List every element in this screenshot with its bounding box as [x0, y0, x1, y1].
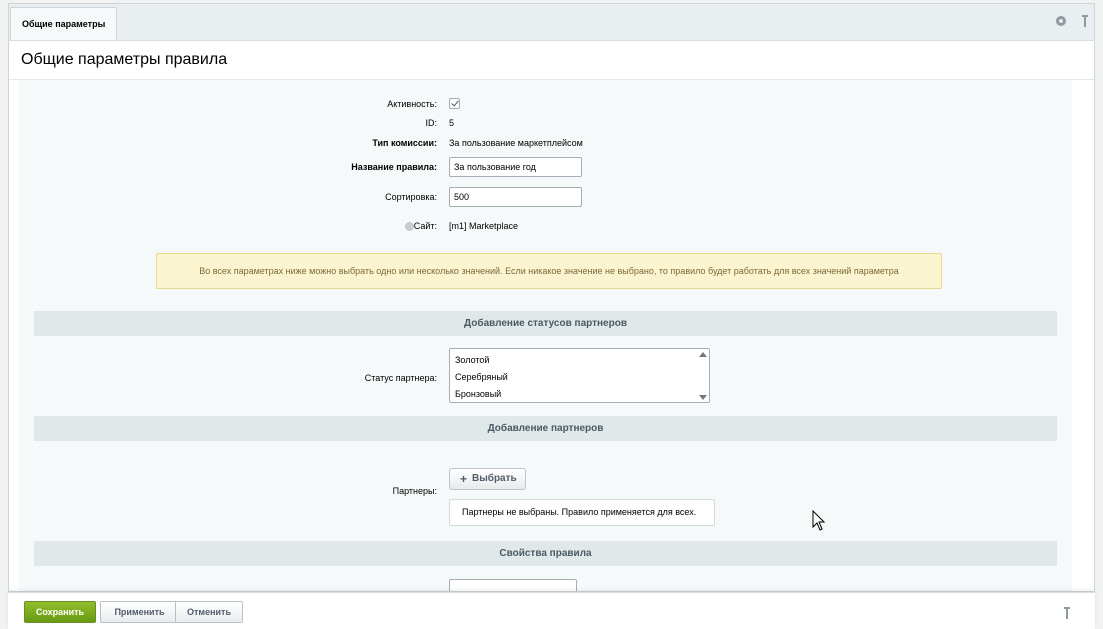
- row-active: [19, 95, 1072, 113]
- row-partners: [19, 482, 1072, 500]
- partners-label: Партнеры:: [392, 486, 437, 496]
- gear-icon[interactable]: [1056, 16, 1066, 26]
- cancel-button[interactable]: Отменить: [175, 601, 243, 623]
- rule-name-input[interactable]: [449, 157, 582, 177]
- save-button[interactable]: Сохранить: [24, 601, 96, 623]
- row-id: [19, 114, 1072, 132]
- tab-icons: [1056, 15, 1088, 27]
- scroll-up-arrow-icon[interactable]: [699, 352, 707, 357]
- commission-type-label: Тип комиссии:: [372, 138, 437, 148]
- active-label: Активность:: [387, 99, 437, 109]
- rule-name-label: Название правила:: [351, 162, 437, 172]
- site-label: Сайт:: [413, 221, 437, 231]
- active-checkbox[interactable]: [449, 98, 460, 109]
- sort-label: Сортировка:: [385, 192, 437, 202]
- status-option[interactable]: Золотой: [455, 355, 490, 365]
- commission-type-value: За пользование маркетплейсом: [449, 138, 583, 148]
- content-panel: [8, 40, 1095, 592]
- tab-bar: [8, 3, 1095, 41]
- status-listbox[interactable]: [449, 348, 710, 403]
- select-button-label: Выбрать: [472, 473, 517, 484]
- info-note: Во всех параметрах ниже можно выбрать одно или несколько значений. Если никакое значение не выбрано, то правило будет работать для всех значений параметра: [156, 253, 942, 289]
- row-rule-name: [19, 158, 1072, 176]
- row-site: [19, 217, 1072, 235]
- date-input[interactable]: [449, 579, 577, 592]
- scroll-down-arrow-icon[interactable]: [699, 395, 707, 400]
- select-partners-button[interactable]: [449, 468, 526, 490]
- listbox-scrollbar[interactable]: [698, 352, 707, 400]
- apply-button[interactable]: Применить: [100, 601, 179, 623]
- row-commission-type: [19, 134, 1072, 152]
- pin-icon[interactable]: [1082, 15, 1088, 27]
- section-statuses-header: Добавление статусов партнеров: [34, 311, 1057, 336]
- section-properties-header: Свойства правила: [34, 541, 1057, 566]
- status-option[interactable]: Серебряный: [455, 372, 508, 382]
- site-value: [m1] Marketplace: [449, 221, 519, 231]
- partners-empty-box: Партнеры не выбраны. Правило применяется для всех.: [449, 499, 715, 526]
- footer-pin-icon[interactable]: [1064, 607, 1070, 619]
- section-partners-header: Добавление партнеров: [34, 416, 1057, 441]
- id-label: ID:: [425, 118, 437, 128]
- form-area: [19, 80, 1072, 591]
- status-option[interactable]: Бронзовый: [455, 389, 502, 399]
- tab-general[interactable]: Общие параметры: [10, 7, 117, 42]
- row-sort: [19, 188, 1072, 206]
- id-value: 5: [449, 118, 455, 128]
- footer-bar: [8, 592, 1095, 629]
- page-title: Общие параметры правила: [21, 51, 228, 68]
- sort-input[interactable]: [449, 187, 582, 207]
- help-icon[interactable]: [405, 222, 414, 231]
- plus-icon: +: [460, 472, 468, 486]
- status-label: Статус партнера:: [364, 373, 437, 383]
